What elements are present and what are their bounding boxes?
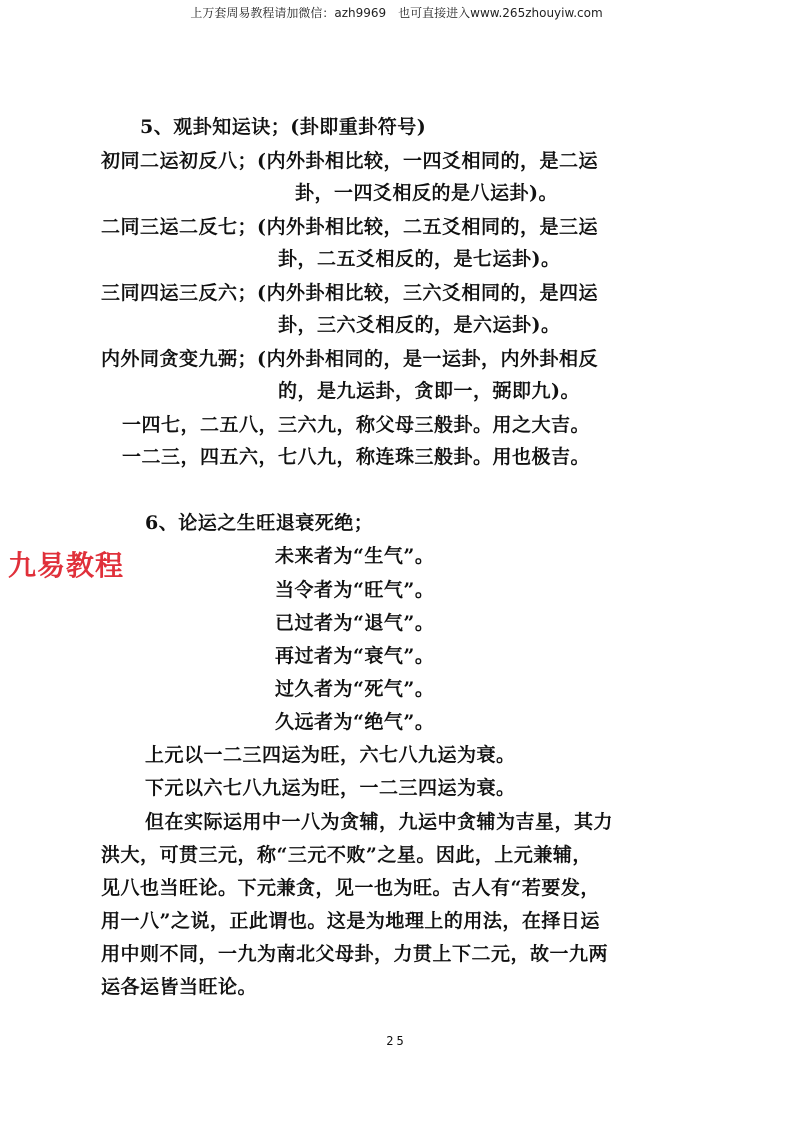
- page-number: 25: [386, 1034, 407, 1048]
- paragraph: 下元以六七八九运为旺，一二三四运为衰。: [145, 777, 516, 799]
- qi-item: 久远者为“绝气”。: [275, 711, 435, 733]
- qi-item: 过久者为“死气”。: [275, 678, 435, 700]
- page-header: 上万套周易教程请加微信：azh9969 也可直接进入www.265zhouyiw.com: [190, 6, 603, 20]
- paragraph-line: 见八也当旺论。下元兼贪，见一也为旺。古人有“若要发，: [101, 877, 600, 899]
- section-5-title: 5、观卦知运诀；(卦即重卦符号): [140, 116, 427, 138]
- paragraph-line: 但在实际运用中一八为贪辅，九运中贪辅为吉星，其力: [145, 811, 614, 833]
- verse-line: 一二三，四五六，七八九，称连珠三般卦。用也极吉。: [122, 446, 591, 468]
- verse-line: 的，是九运卦，贪即一，弼即九)。: [278, 380, 580, 402]
- paragraph-line: 运各运皆当旺论。: [101, 976, 258, 998]
- qi-item: 当令者为“旺气”。: [275, 579, 435, 601]
- paragraph: 上元以一二三四运为旺，六七八九运为衰。: [145, 744, 516, 766]
- watermark-logo: 九易教程: [8, 549, 125, 582]
- verse-line: 一四七，二五八，三六九，称父母三般卦。用之大吉。: [122, 414, 591, 436]
- qi-item: 再过者为“衰气”。: [275, 645, 435, 667]
- paragraph-line: 用一八”之说，正此谓也。这是为地理上的用法，在择日运: [101, 910, 600, 932]
- verse-line: 初同二运初反八；(内外卦相比较，一四爻相同的，是二运: [101, 150, 598, 172]
- verse-line: 卦，一四爻相反的是八运卦)。: [295, 182, 558, 204]
- verse-line: 卦，三六爻相反的，是六运卦)。: [278, 314, 561, 336]
- qi-item: 已过者为“退气”。: [275, 612, 435, 634]
- qi-item: 未来者为“生气”。: [275, 545, 435, 567]
- paragraph-line: 洪大，可贯三元，称“三元不败”之星。因此，上元兼辅，: [101, 844, 592, 866]
- verse-line: 二同三运二反七；(内外卦相比较，二五爻相同的，是三运: [101, 216, 598, 238]
- section-6-title: 6、论运之生旺退衰死绝；: [145, 512, 374, 534]
- verse-line: 三同四运三反六；(内外卦相比较，三六爻相同的，是四运: [101, 282, 598, 304]
- verse-line: 内外同贪变九弼；(内外卦相同的，是一运卦，内外卦相反: [101, 348, 598, 370]
- verse-line: 卦，二五爻相反的，是七运卦)。: [278, 248, 561, 270]
- paragraph-line: 用中则不同，一九为南北父母卦，力贯上下二元，故一九两: [101, 943, 609, 965]
